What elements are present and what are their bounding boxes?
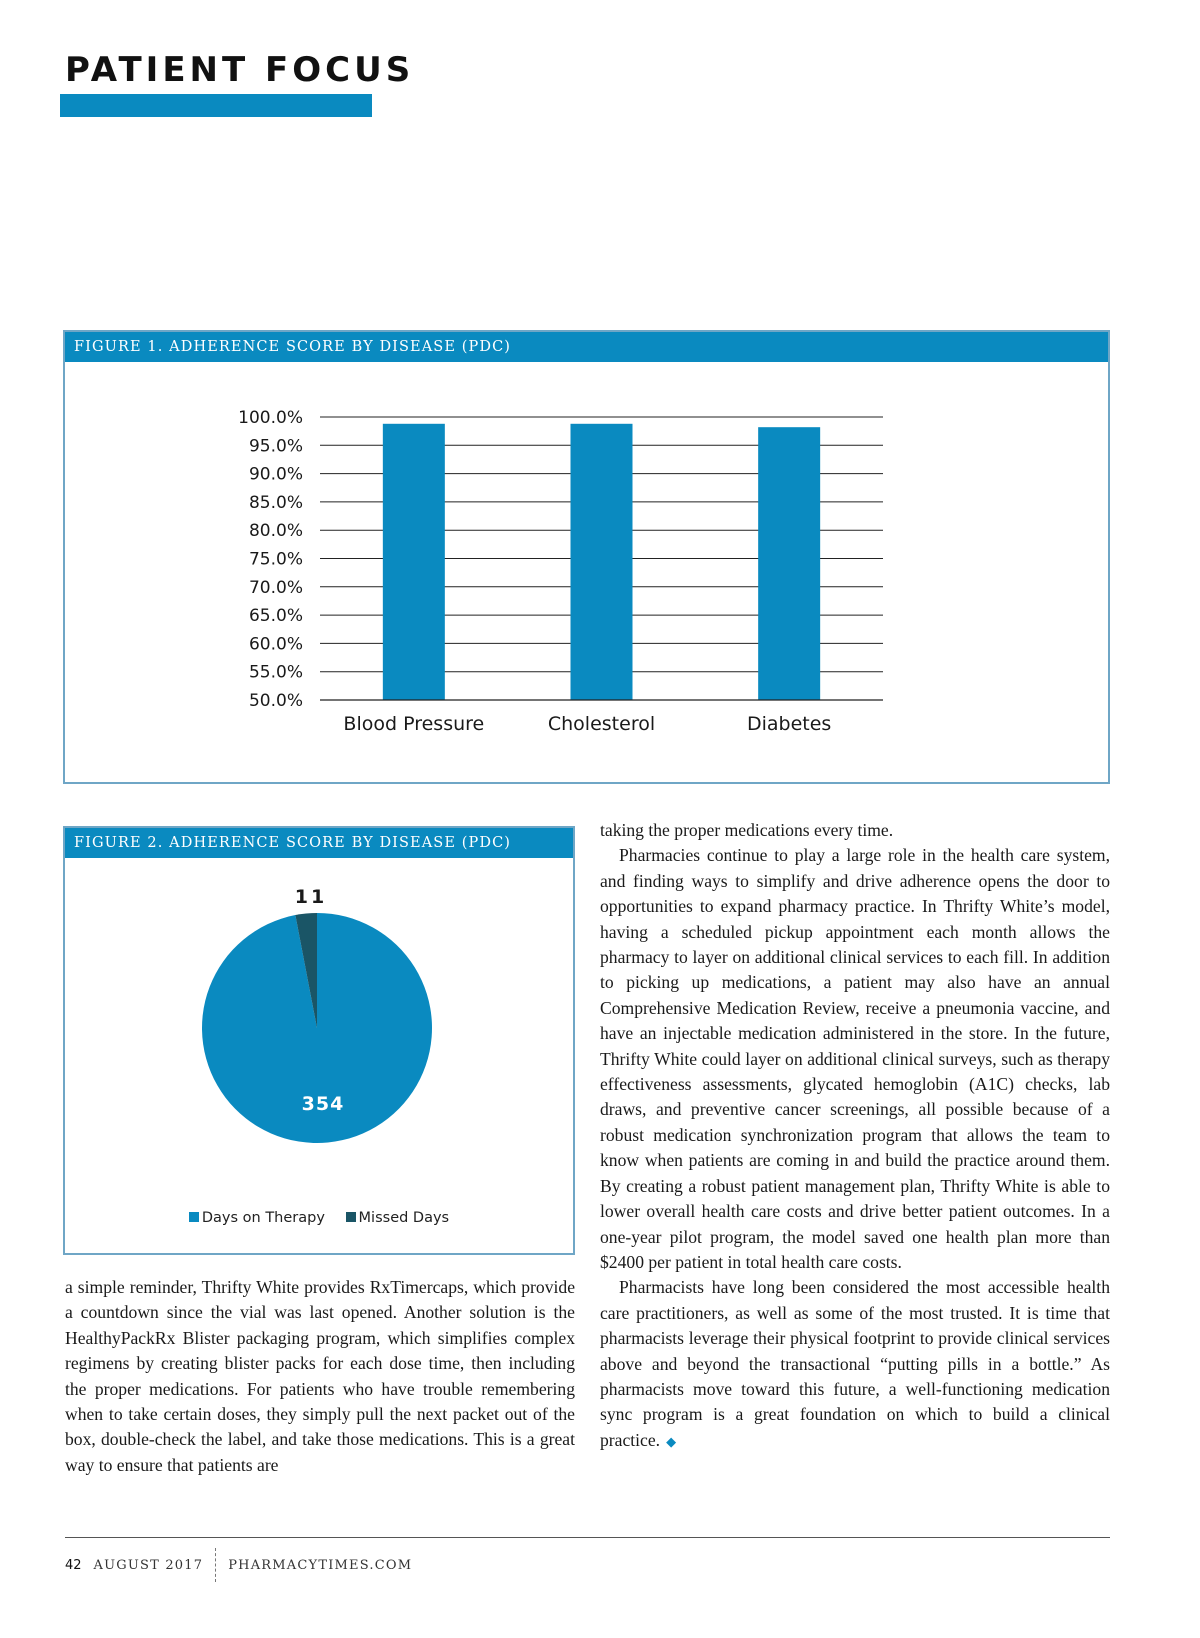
y-tick-label: 90.0% <box>248 464 303 485</box>
right-paragraph-3 <box>600 1275 1110 1454</box>
pie-legend <box>65 1210 573 1226</box>
section-title-underline <box>60 94 372 117</box>
legend-swatch-missed-days <box>346 1212 356 1222</box>
y-tick-label: 50.0% <box>248 691 303 711</box>
footer-divider <box>215 1548 216 1582</box>
bar <box>571 424 633 700</box>
section-title: PATIENT FOCUS <box>65 50 415 90</box>
site-url: PHARMACYTIMES.COM <box>228 1557 413 1573</box>
y-tick-label: 80.0% <box>248 521 303 542</box>
figure-2 <box>63 826 575 1255</box>
legend-item-days-on-therapy <box>189 1210 325 1226</box>
right-paragraph-2: Pharmacies continue to play a large role in the health care system, and finding ways to simplify and drive adherence opens the door to opportunities to expand pharmacy practice. In Thrifty White’s model, having a scheduled pickup appointment each month allows the pharmacy to layer on additional clinical services to each fill. In addition to picking up medications, a patient may also have an annual Comprehensive Medication Review, receive a pneumonia vaccine, and have an injectable medication administered in the store. In the future, Thrifty White could layer on additional clinical surveys, such as therapy effectiveness assessments, glycated hemoglobin (A1C) checks, lab draws, and preventive cancer screenings, all possible because of a robust medication synchronization program that allows the team to know when patients are coming in and build the practice around them. By creating a robust patient management plan, Thrifty White is able to lower overall health care costs and drive better patient outcomes. In a one-year pilot program, the model saved one health plan more than $2400 per patient in total health care costs. <box>600 845 1110 1272</box>
pie-value-label: 354 <box>301 1093 345 1115</box>
pie-value-label: 11 <box>294 886 328 908</box>
right-paragraph-1: taking the proper medications every time. <box>600 820 894 840</box>
legend-label-days-on-therapy: Days on Therapy <box>201 1210 325 1226</box>
end-mark-icon: ◆ <box>666 1433 677 1449</box>
x-category-label: Blood Pressure <box>343 713 485 735</box>
right-column <box>600 818 1110 1454</box>
figure-2-title: FIGURE 2. ADHERENCE SCORE BY DISEASE (PDC) <box>65 828 573 858</box>
y-tick-label: 70.0% <box>248 577 303 598</box>
page-number: 42 <box>65 1557 82 1573</box>
bar <box>383 424 445 700</box>
y-tick-label: 85.0% <box>248 492 303 513</box>
y-tick-label: 95.0% <box>248 436 303 457</box>
y-tick-label: 75.0% <box>248 549 303 570</box>
bar-chart <box>65 362 1108 782</box>
left-column-paragraph: a simple reminder, Thrifty White provides RxTimercaps, which provide a countdown since the vial was last opened. Another solution is the HealthyPackRx Blister packaging program, which simplifies complex regimens by creating blister packs for each dose time, then including the proper medications. For patients who have trouble remembering when to take certain doses, they simply pull the next packet out of the box, double-check the label, and take those medications. This is a great way to ensure that patients are <box>65 1277 575 1475</box>
footer <box>65 1550 412 1580</box>
y-tick-label: 100.0% <box>238 408 303 428</box>
figure-1-title: FIGURE 1. ADHERENCE SCORE BY DISEASE (PDC) <box>65 332 1108 362</box>
footer-rule <box>65 1537 1110 1538</box>
y-tick-label: 65.0% <box>248 606 303 627</box>
bar <box>758 427 820 700</box>
y-tick-label: 60.0% <box>248 634 303 655</box>
pie-chart <box>65 858 573 1198</box>
issue-date: AUGUST 2017 <box>93 1557 204 1573</box>
legend-swatch-days-on-therapy <box>189 1212 199 1222</box>
right-paragraph-3-text: Pharmacists have long been considered the most accessible health care practitioners, as well as some of the most trusted. It is time that pharmacists leverage their physical footprint to provide clinical services above and beyond the transactional “putting pills in a bottle.” As pharmacists move toward this future, a well-functioning medication sync program is a great foundation on which to build a clinical practice. <box>600 1277 1110 1450</box>
y-tick-label: 55.0% <box>248 662 303 683</box>
x-category-label: Cholesterol <box>547 713 656 735</box>
x-category-label: Diabetes <box>746 713 832 735</box>
figure-1 <box>63 330 1110 784</box>
legend-item-missed-days <box>346 1210 450 1226</box>
legend-label-missed-days: Missed Days <box>358 1210 450 1226</box>
